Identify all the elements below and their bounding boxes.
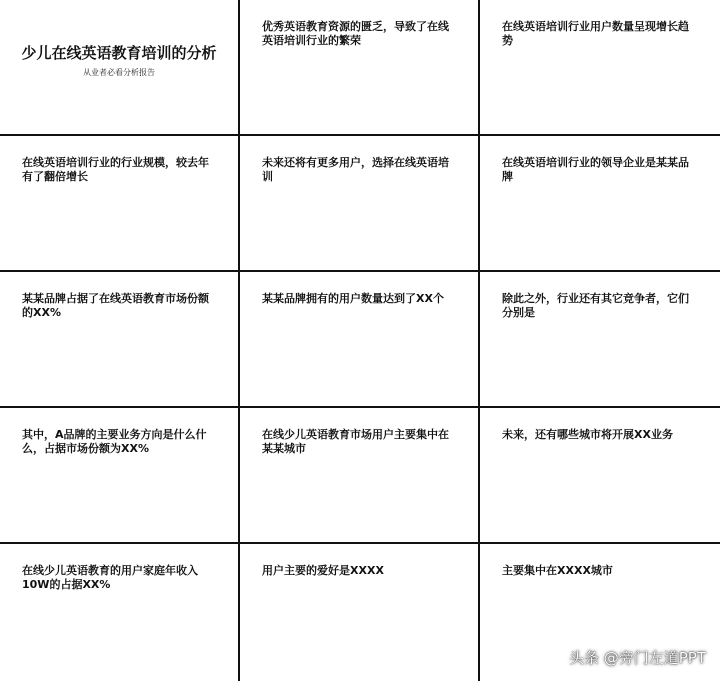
card-11 bbox=[480, 408, 720, 542]
card-text: 在线少儿英语教育市场用户主要集中在某某城市 bbox=[262, 428, 449, 455]
card-text: 未来，还有哪些城市将开展XX业务 bbox=[502, 428, 673, 441]
card-1 bbox=[240, 0, 478, 134]
watermark: 头条 @旁门左道PPT bbox=[568, 649, 706, 667]
card-text: 未来还将有更多用户，选择在线英语培训 bbox=[262, 156, 449, 183]
card-text: 优秀英语教育资源的匮乏，导致了在线英语培训行业的繁荣 bbox=[262, 20, 449, 47]
card-text: 在线少儿英语教育的用户家庭年收入10W的占据XX% bbox=[22, 564, 198, 591]
card-text: 在线英语培训行业的行业规模，较去年有了翻倍增长 bbox=[22, 156, 209, 183]
card-text: 主要集中在XXXX城市 bbox=[502, 564, 613, 577]
page-subtitle: 从业者必看分析报告 bbox=[83, 67, 155, 77]
card-10 bbox=[240, 408, 478, 542]
card-9 bbox=[0, 408, 238, 542]
card-text: 除此之外，行业还有其它竞争者，它们分别是 bbox=[502, 292, 689, 319]
page-title: 少儿在线英语教育培训的分析 bbox=[21, 43, 217, 62]
card-2 bbox=[480, 0, 720, 134]
card-text: 其中，A品牌的主要业务方向是什么什么，占据市场份额为XX% bbox=[22, 428, 207, 455]
card-5 bbox=[480, 136, 720, 270]
card-text: 在线英语培训行业用户数量呈现增长趋势 bbox=[502, 20, 689, 47]
card-text: 在线英语培训行业的领导企业是某某品牌 bbox=[502, 156, 689, 183]
card-8 bbox=[480, 272, 720, 406]
card-13 bbox=[240, 544, 478, 681]
card-text: 某某品牌占据了在线英语教育市场份额的XX% bbox=[22, 292, 209, 319]
card-4 bbox=[240, 136, 478, 270]
card-12 bbox=[0, 544, 238, 681]
card-7 bbox=[240, 272, 478, 406]
card-3 bbox=[0, 136, 238, 270]
title-card bbox=[0, 0, 238, 134]
card-text: 某某品牌拥有的用户数量达到了XX个 bbox=[262, 292, 444, 305]
card-text: 用户主要的爱好是XXXX bbox=[262, 564, 384, 577]
card-6 bbox=[0, 272, 238, 406]
